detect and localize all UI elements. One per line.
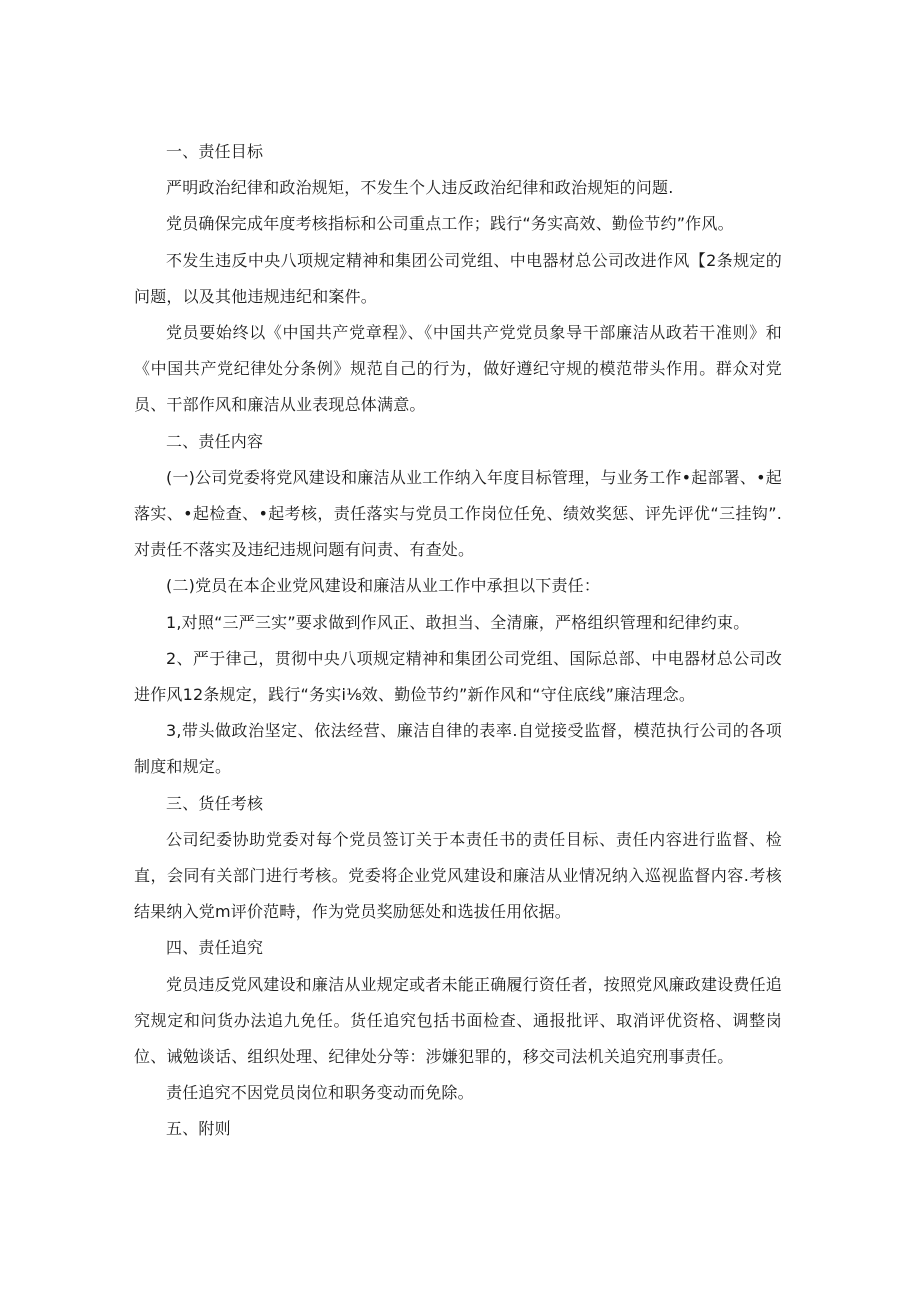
paragraph: 党员违反党风建设和廉洁从业规定或者未能正确履行资任者，按照党风廉政建设费任追究规定和问货办法追九免任。货任追究包括书面检查、通报批评、取消评优资格、调整岗位、诫勉谈话、组织处理、纪律处分等：涉嫌犯罪的，移交司法机关追究刑事责任。 [134,974,782,1067]
paragraph: (一)公司党委将党风建设和廉洁从业工作纳入年度目标管理，与业务工作•起部署、•起落实、•起检查、•起考核，责任落实与党员工作岗位任免、绩效奖惩、评先评优“三挂钩”.对责任不落实及违纪违规问题有问责、有查处。 [134,467,782,560]
section-heading-accountability: 四、责任追究 [166,938,264,958]
paragraph: (二)党员在本企业党风建设和廉洁从业工作中承担以下责任： [166,576,601,596]
paragraph: 党员要始终以《中国共产党章程》、《中国共产党党员象导干部廉洁从政若干准则》和《中国共产党纪律处分条例》规范自己的行为，做好遵纪守规的模范带头作用。群众对党员、干部作风和廉洁从业表现总体满意。 [134,323,782,415]
section-heading-assessment: 三、货任考核 [166,793,264,813]
paragraph: 公司纪委协助党委对每个党员签订关于本责任书的责任目标、责任内容进行监督、检直，会同有关部门进行考核。党委将企业党风建设和廉洁从业情况纳入巡视监督内容.考核结果纳入党m评价范畤，作为党员奖励惩处和选拔任用依据。 [134,829,782,922]
section-heading-responsibility-content: 二、责任内容 [166,431,264,451]
list-item: 1,对照“三严三实”要求做到作风正、敢担当、全清廉，严格组织管理和纪律约束。 [166,612,750,632]
paragraph: 责任追究不因党员岗位和职务变动而免除。 [166,1083,474,1103]
paragraph: 党员确保完成年度考核指标和公司重点工作；践行“务实高效、勤俭节约”作风。 [166,214,734,234]
section-heading-responsibility-goals: 一、责任目标 [166,142,264,161]
paragraph: 不发生违反中央八项规定精神和集团公司党组、中电器材总公司改进作风【2条规定的问题，以及其他违规违纪和案件。 [134,250,782,306]
document-body [134,134,782,1148]
paragraph: 严明政治纪律和政治规矩，不发生个人违反政治纪律和政治规矩的问题. [166,178,674,198]
list-item: 3,带头做政治坚定、依法经营、廉洁自律的表率.自觉接受监督，模范执行公司的各项制度和规定。 [134,721,782,777]
section-heading-supplementary: 五、附则 [166,1119,231,1139]
list-item: 2、严于律己，贯彻中央八项规定精神和集团公司党组、国际总部、中电器材总公司改进作风12条规定，践行“务实i⅛效、勤俭节约”新作风和“守住底线”廉洁理念。 [134,648,782,705]
